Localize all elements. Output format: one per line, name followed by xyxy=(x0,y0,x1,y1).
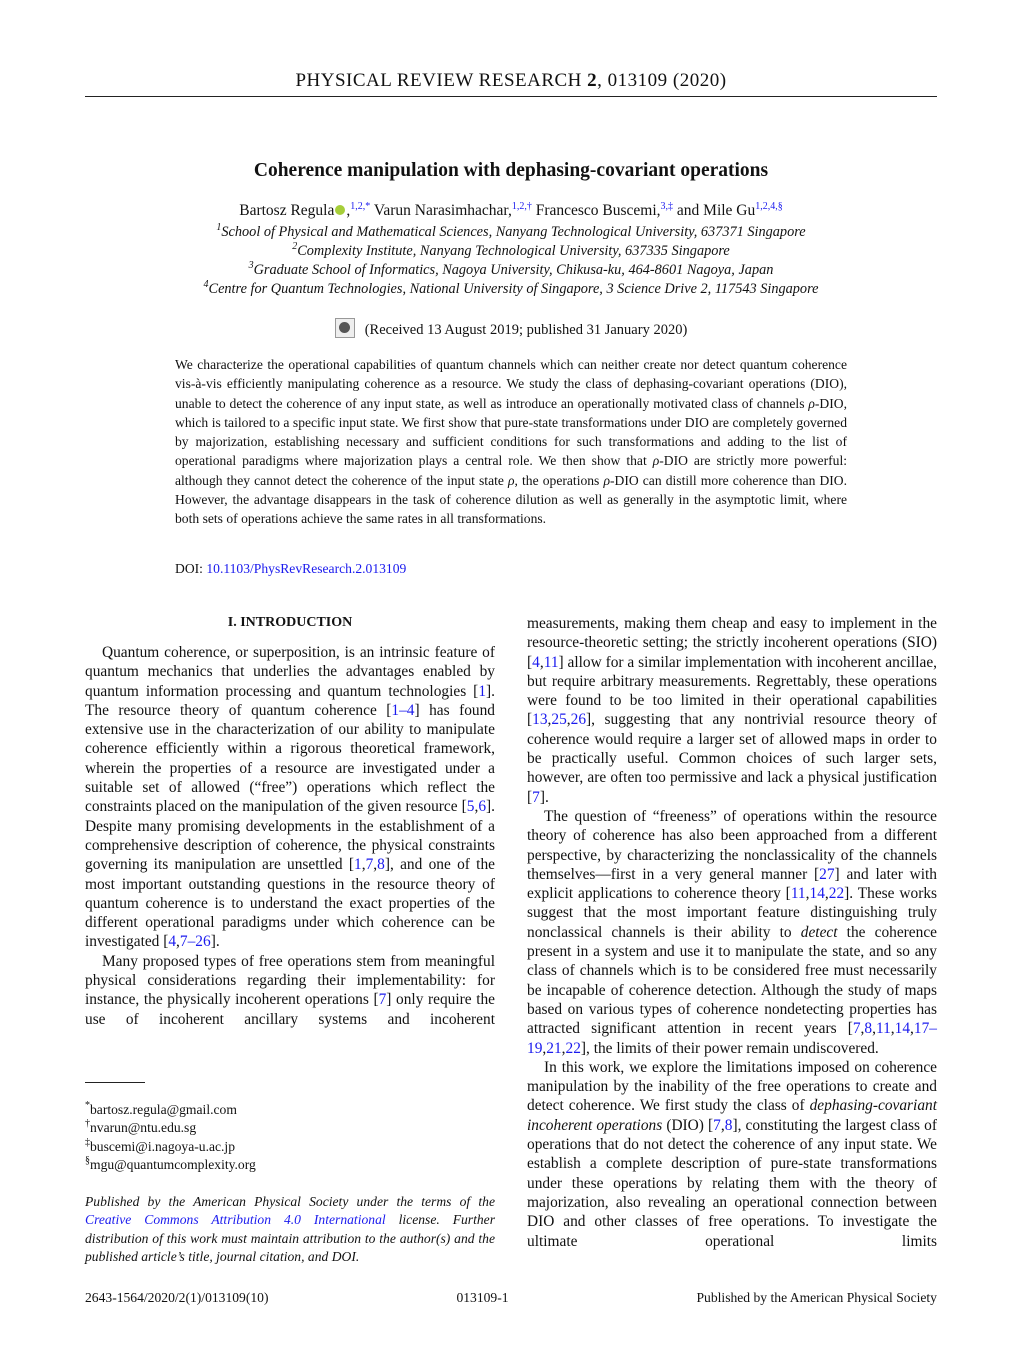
citation-link[interactable]: 14 xyxy=(894,1020,911,1038)
doi-link[interactable]: 10.1103/PhysRevResearch.2.013109 xyxy=(206,561,407,576)
citation-link[interactable]: 6 xyxy=(478,798,487,816)
citation-link[interactable]: 26 xyxy=(570,711,587,729)
citation-link[interactable]: 7 xyxy=(852,1020,861,1038)
received-dates xyxy=(85,318,937,339)
section-heading: I. INTRODUCTION xyxy=(227,615,353,630)
author-affil-link[interactable]: 1,2,* xyxy=(350,201,371,212)
author-name: Francesco Buscemi, xyxy=(535,202,661,219)
citation-link[interactable]: 22 xyxy=(828,885,845,903)
right-column xyxy=(527,614,937,1251)
author-affil-link[interactable]: 1,2,4,§ xyxy=(755,201,783,212)
paragraph: Quantum coherence, or superposition, is an intrinsic feature of quantum mechanics that underlies the advantages enabled by quantum information processing and quantum technologies [1]. The resource theory of quantum coherence [1–4] has found extensive use in the characterization of our ability to manipulate coherence efficiently within a rigorous theoretical framework, wherein the properties of a resource are investigated under a suitable set of allowed (“free”) operations which reflect the constraints placed on the manipulation of the given resource [5,6]. Despite many promising developments in the establishment of a comprehensive description of coherence, the physical constraints governing its manipulation are unsettled [1,7,8], and one of the most important outstanding questions in the resource theory of quantum coherence is to understand the exact properties of the different operational paradigms under which coherence can be investigated [4,7–26]. xyxy=(85,644,495,951)
footnote-mark: † xyxy=(85,1118,90,1130)
citation-link[interactable]: 11 xyxy=(543,653,559,671)
affiliation xyxy=(85,281,937,298)
email[interactable]: bartosz.regula@gmail.com xyxy=(90,1102,237,1117)
citation-link[interactable]: 4 xyxy=(168,933,177,951)
running-header xyxy=(85,70,937,92)
abstract: We characterize the operational capabilities of quantum channels which can neither create nor detect quantum coherence vis-à-vis efficiently manipulating coherence as a resource. We study the class of dephasing-covariant operations (DIO), unable to detect the coherence of any input state, as well as introduce an operationally motivated class of channels ρ-DIO, which is tailored to a specific input state. We first show that pure-state transformations under DIO are completely governed by majorization, establishing necessary and sufficient conditions for such transformations and adding to the list of operational paradigms where majorization plays a central role. We then show that ρ-DIO are strictly more powerful: although they cannot detect the coherence of the input state ρ, the operations ρ-DIO can distill more coherence than DIO. However, the advantage disappears in the task of coherence dilution as well as generally in the asymptotic limit, where both sets of operations achieve the same rates in all transformations. xyxy=(175,357,848,527)
citation-link[interactable]: 7 xyxy=(532,788,540,806)
paper-title: Coherence manipulation with dephasing-covariant operations xyxy=(253,160,769,181)
paragraph: The question of “freeness” of operations within the resource theory of coherence has also been approached from a different perspective, by characterizing the nonclassicality of the channels themselves—first in a very general manner [27] and later with explicit applications to coherence theory [11,14,22]. These works suggest that the most important feature distinguishing truly nonclassical channels is their ability to detect the coherence present in a system and use it to manipulate the state, and so any class of channels which is to be considered free must necessarily be incapable of coherence detection. Although the study of maps based on various types of coherence nondetecting properties has attracted significant attention in recent years [7,8,11,14,17–19,21,22], the limits of their power remain undiscovered. xyxy=(527,807,938,1057)
citation-link[interactable]: 4 xyxy=(532,653,540,671)
italic-text: ρ xyxy=(808,395,815,411)
affiliation-text: Complexity Institute, Nanyang Technological University, 637335 Singapore xyxy=(297,243,730,259)
affiliation-text: Centre for Quantum Technologies, National University of Singapore, 3 Science Drive 2, 117543 Singapore xyxy=(208,281,819,297)
paragraph: In this work, we explore the limitations imposed on coherence manipulation by the inability of the free operations to create and detect coherence. We first study the class of dephasing-covariant incoherent operations (DIO) [7,8], constituting the largest class of operations that do not detect the coherence of any input state. We establish a complete description of pure-state transformations under these operations by relating them with the theory of majorization, also revealing an operational connection between DIO and other classes of free operations. To investigate the ultimate operational limits xyxy=(527,1058,937,1250)
affiliation-text: School of Physical and Mathematical Sciences, Nanyang Technological University, 637371 Singapore xyxy=(221,224,806,240)
page-number: 013109-1 xyxy=(456,1290,509,1305)
journal-name: PHYSICAL REVIEW RESEARCH xyxy=(295,70,588,91)
citation-link[interactable]: 7 xyxy=(378,991,387,1009)
page-footer xyxy=(85,1290,937,1306)
author-name: and Mile Gu xyxy=(676,202,756,219)
citation: , 013109 (2020) xyxy=(597,70,727,91)
crossmark-icon[interactable] xyxy=(335,318,355,338)
affiliation-number: 3 xyxy=(248,260,254,271)
received-text: (Received 13 August 2019; published 31 January 2020) xyxy=(364,322,688,338)
publisher: Published by the American Physical Society xyxy=(696,1290,937,1305)
citation-link[interactable]: 7 xyxy=(365,856,374,874)
citation-link[interactable]: 25 xyxy=(551,711,567,729)
affiliation-number: 4 xyxy=(203,279,209,290)
author-affil-link[interactable]: 3,‡ xyxy=(660,201,674,212)
citation-link[interactable]: 21 xyxy=(546,1039,562,1057)
footnotes xyxy=(85,1101,256,1175)
doi-label: DOI: xyxy=(175,561,207,576)
paragraph: Many proposed types of free operations stem from meaningful physical considerations regarding their implementability: for instance, the physically incoherent operations [7] only require the use of incoherent ancillary systems and incoherent xyxy=(85,952,495,1028)
italic-text: ρ xyxy=(508,472,515,488)
italic-text: ρ xyxy=(652,453,660,469)
email[interactable]: nvarun@ntu.edu.sg xyxy=(90,1120,197,1136)
affiliation xyxy=(85,224,937,241)
author-name: Varun Narasimhachar, xyxy=(373,202,512,219)
left-column xyxy=(85,643,495,1029)
footnote xyxy=(85,1156,256,1174)
citation-link[interactable]: 22 xyxy=(565,1039,581,1057)
issn-info: 2643-1564/2020/2(1)/013109(10) xyxy=(85,1290,269,1305)
doi-line xyxy=(175,561,406,577)
paragraph: measurements, making them cheap and easy to implement in the resource-theoretic setting; the strictly incoherent operations (SIO) [4,11] allow for a similar implementation with incoherent ancillae, but require arbitrary measurements. Regrettably, these operations were found to be too limited in their operational capabilities [13,25,26], suggesting that any nontrivial resource theory of coherence would require a larger set of allowed maps in order to be practically useful. Common choices of such larger sets, however, are often too permissive and lack a physical justification [7]. xyxy=(527,615,937,806)
email[interactable]: mgu@quantumcomplexity.org xyxy=(90,1157,256,1173)
footnote xyxy=(85,1119,256,1137)
citation-link[interactable]: 7–26 xyxy=(179,933,211,951)
citation-link[interactable]: 11 xyxy=(790,885,806,903)
orcid-icon[interactable] xyxy=(335,205,345,215)
citation-link[interactable]: 11 xyxy=(875,1020,891,1038)
email[interactable]: buscemi@i.nagoya-u.ac.jp xyxy=(90,1138,236,1154)
header-rule xyxy=(85,96,937,97)
footnote-rule xyxy=(85,1082,145,1083)
italic-text: ρ xyxy=(603,472,610,488)
citation-link[interactable]: 8 xyxy=(377,856,385,874)
citation-link[interactable]: 8 xyxy=(864,1020,873,1038)
citation-link[interactable]: 1 xyxy=(354,856,362,874)
affiliation-number: 1 xyxy=(216,222,222,233)
footnote-mark: § xyxy=(85,1155,90,1167)
author-list: Bartosz Regula ,$^{1,2,*}$ Varun Narasimhachar,$^{1,2,\dagger}$ Francesco Buscemi,$^{3,\ddagger}$ and Mile $Gu^{1,2,4,\S}$ xyxy=(239,201,783,219)
italic-text: dephasing-covariant incoherent operations xyxy=(527,1097,937,1134)
footnote xyxy=(85,1101,256,1119)
volume: 2 xyxy=(587,70,598,91)
affiliation xyxy=(85,243,937,260)
citation-link[interactable]: 7 xyxy=(713,1116,721,1134)
footnote-mark: ‡ xyxy=(85,1136,90,1148)
author-affil-link[interactable]: 1,2,† xyxy=(511,201,532,212)
citation-link[interactable]: 13 xyxy=(532,711,548,729)
citation-link[interactable]: Creative Commons Attribution 4.0 International xyxy=(85,1212,386,1228)
citation-link[interactable]: 1–4 xyxy=(391,701,415,719)
author-name: Bartosz Regula xyxy=(239,202,335,219)
citation-link[interactable]: 27 xyxy=(819,865,835,883)
citation-link[interactable]: 17–19 xyxy=(527,1020,937,1057)
citation-link[interactable]: 8 xyxy=(724,1116,733,1134)
footnote xyxy=(85,1138,256,1156)
license-notice: Published by the American Physical Society under the terms of the Creative Commons Attribution 4.0 International license. Further distribution of this work must maintain attribution to the author(s) and the published article’s title, journal citation, and DOI. xyxy=(85,1194,495,1265)
citation-link[interactable]: 1 xyxy=(478,682,487,700)
affiliation-text: Graduate School of Informatics, Nagoya University, Chikusa-ku, 464-8601 Nagoya, Japan xyxy=(253,262,774,278)
affiliation xyxy=(85,262,937,279)
italic-text: detect xyxy=(800,923,838,941)
affiliation-number: 2 xyxy=(292,241,298,252)
citation-link[interactable]: 5 xyxy=(466,798,475,816)
footnote-mark: * xyxy=(85,1100,90,1111)
citation-link[interactable]: 14 xyxy=(809,885,825,903)
